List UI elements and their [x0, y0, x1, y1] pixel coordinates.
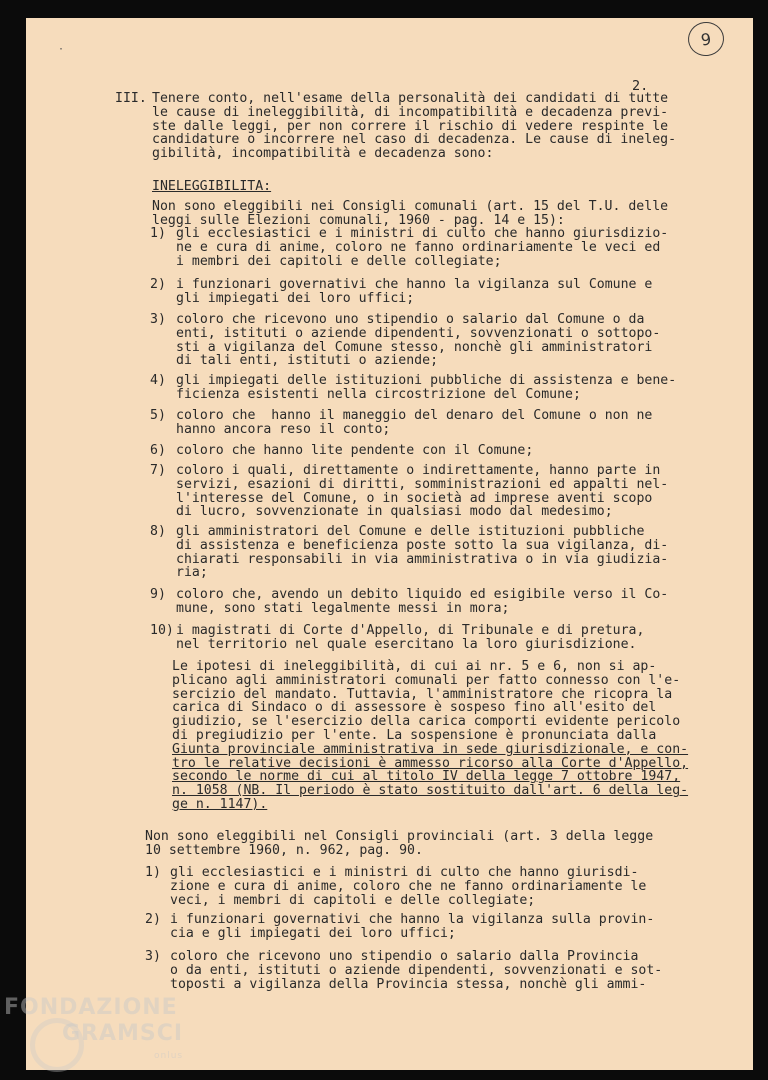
comunali-item-number: 7) — [150, 463, 166, 478]
item-line: enti, istituti o aziende dipendenti, sovvenzionati o sottopo- — [176, 325, 661, 341]
item-line: i funzionari governativi che hanno la vigilanza sul Comune e — [176, 277, 653, 292]
item-line: hanno ancora reso il conto; — [176, 421, 391, 437]
watermark-line-2: GRAMSCI — [62, 1021, 184, 1046]
item-line: i magistrati di Corte d'Appello, di Tribunale e di pretura, — [176, 623, 645, 638]
item-line: nel territorio nel quale esercitano la loro giurisdizione. — [176, 636, 637, 652]
comunali-item-text — [176, 409, 652, 437]
ineleggibilita-heading: INELEGGIBILITA: — [152, 179, 272, 194]
comunali-item-text — [176, 588, 668, 616]
item-line: coloro i quali, direttamente o indirettamente, hanno parte in — [176, 463, 661, 478]
item-line: cia e gli impiegati dei loro uffici; — [170, 925, 456, 941]
item-line: di assistenza e beneficienza poste sotto la sua vigilanza, di- — [176, 537, 669, 553]
comunali-item-text — [176, 313, 660, 368]
note-line: di pregiudizio per l'ente. La sospensione è pronunciata dalla — [172, 727, 657, 743]
item-line: coloro che, avendo un debito liquido ed esigibile verso il Co- — [176, 587, 669, 602]
comunali-item-text — [176, 227, 668, 268]
comunali-item-text — [176, 464, 668, 519]
item-line: gli impiegati delle istituzioni pubbliche di assistenza e bene- — [176, 373, 677, 388]
comunali-item-text — [176, 624, 644, 652]
item-line: gli amministratori del Comune e delle istituzioni pubbliche — [176, 524, 645, 539]
intro-line: gibilità, incompatibilità e decadenza sono: — [152, 146, 494, 162]
item-line: servizi, esazioni di diritti, somministrazioni ed appalti nel- — [176, 476, 669, 492]
item-line: chiarati responsabili in via amministrativa o in via giudizia- — [176, 551, 669, 567]
provinciali-item-text — [170, 950, 662, 991]
ink-speck: · — [58, 44, 65, 55]
item-line: ne e cura di anime, coloro ne fanno ordinariamente le veci ed — [176, 239, 661, 255]
comunali-item-text — [176, 278, 652, 306]
item-line: veci, i membri di capitoli e delle collegiate; — [170, 892, 536, 908]
intro-line: ste dalle leggi, per non correre il rischio di vedere respinte le — [152, 118, 669, 134]
item-line: gli impiegati dei loro uffici; — [176, 290, 415, 306]
item-line: coloro che ricevono uno stipendio o salario dalla Provincia — [170, 949, 639, 964]
provinciali-item-number: 3) — [145, 949, 161, 964]
comunali-item-number: 5) — [150, 408, 166, 423]
comunali-item-number: 2) — [150, 277, 166, 292]
watermark-line-3: onlus — [154, 1051, 184, 1061]
intro-line: Non sono eleggibili nel Consigli provinciali (art. 3 della legge — [145, 829, 654, 844]
note-line: Giunta provinciale amministrativa in sede giurisdizionale, e con- — [172, 741, 689, 757]
item-line: o da enti, istituti o aziende dipendenti, sovvenzionati e sot- — [170, 962, 663, 978]
intro-line: Tenere conto, nell'esame della personalità dei candidati di tutte — [152, 91, 669, 106]
note-line: giudizio, se l'esercizio della carica comporti evidente pericolo — [172, 714, 681, 730]
comunali-item-number: 6) — [150, 443, 166, 458]
comunali-item-text — [176, 374, 676, 402]
comunali-item-number: 4) — [150, 373, 166, 388]
intro-line: leggi sulle Elezioni comunali, 1960 - pag. 14 e 15): — [152, 212, 565, 228]
comunali-item-number: 10) — [150, 623, 174, 638]
ineleggibilita-note — [172, 660, 688, 812]
section-numeral: III. — [115, 91, 147, 106]
item-line: gli ecclesiastici e i ministri di culto che hanno giurisdizio- — [176, 226, 669, 241]
item-line: zione e cura di anime, coloro che ne fanno ordinariamente le — [170, 878, 647, 894]
note-line: ge n. 1147). — [172, 796, 268, 812]
comunali-item-number: 9) — [150, 587, 166, 602]
provinciali-item-number: 1) — [145, 865, 161, 880]
provinciali-item-text — [170, 913, 654, 941]
handwritten-page-number: 9 — [686, 20, 726, 59]
intro-line: 10 settembre 1960, n. 962, pag. 90. — [145, 842, 423, 858]
section-intro — [152, 92, 676, 161]
intro-line: Non sono eleggibili nei Consigli comunali (art. 15 del T.U. delle — [152, 199, 669, 214]
item-line: coloro che ricevono uno stipendio o salario dal Comune o da — [176, 312, 645, 327]
item-line: coloro che hanno il maneggio del denaro del Comune o non ne — [176, 408, 653, 423]
comunali-item-number: 8) — [150, 524, 166, 539]
item-line: toposti a vigilanza della Provincia stessa, nonchè gli ammi- — [170, 976, 647, 992]
item-line: di tali enti, istituti o aziende; — [176, 353, 439, 369]
comunali-item-number: 1) — [150, 226, 166, 241]
note-line: Le ipotesi di ineleggibilità, di cui ai nr. 5 e 6, non si ap- — [172, 659, 657, 674]
item-line: gli ecclesiastici e i ministri di culto che hanno giurisdi- — [170, 865, 639, 880]
item-line: sti a vigilanza del Comune stesso, nonchè gli amministratori — [176, 339, 653, 355]
item-line: di lucro, sovvenzionate in qualsiasi modo dal medesimo; — [176, 504, 613, 520]
item-line: ficienza esistenti nella circostrizione del Comune; — [176, 386, 581, 402]
item-line: i funzionari governativi che hanno la vigilanza sulla provin- — [170, 912, 655, 927]
note-line: sercizio del mandato. Tuttavia, l'amministratore che ricopra la — [172, 686, 673, 702]
comunali-item-text — [176, 525, 668, 580]
intro-line: le cause di ineleggibilità, di incompatibilità e decadenza previ- — [152, 104, 669, 120]
intro-line: candidature o incorrere nel caso di decadenza. Le cause di ineleg- — [152, 132, 677, 148]
consigli-provinciali-intro — [145, 830, 653, 858]
consigli-comunali-intro — [152, 200, 668, 228]
page-number: 2. — [632, 78, 649, 94]
comunali-item-number: 3) — [150, 312, 166, 327]
provinciali-item-number: 2) — [145, 912, 161, 927]
note-line: carica di Sindaco o di assessore è sospeso fino all'esito del — [172, 700, 657, 716]
item-line: l'interesse del Comune, o in società ad imprese aventi scopo — [176, 490, 653, 506]
provinciali-item-text — [170, 866, 646, 907]
watermark-line-1: FONDAZIONE — [4, 995, 178, 1020]
note-line: secondo le norme di cui al titolo IV della legge 7 ottobre 1947, — [172, 769, 681, 785]
item-line: ria; — [176, 565, 208, 581]
note-line: tro le relative decisioni è ammesso ricorso alla Corte d'Appello, — [172, 755, 689, 771]
note-line: n. 1058 (NB. Il periodo è stato sostituito dall'art. 6 della leg- — [172, 783, 689, 799]
item-line: coloro che hanno lite pendente con il Comune; — [176, 443, 534, 458]
item-line: mune, sono stati legalmente messi in mora; — [176, 600, 510, 616]
item-line: i membri dei capitoli e delle collegiate; — [176, 253, 502, 269]
note-line: plicano agli amministratori comunali per fatto connesso con l'e- — [172, 672, 681, 688]
watermark — [4, 995, 184, 1061]
comunali-item-text — [176, 444, 533, 458]
